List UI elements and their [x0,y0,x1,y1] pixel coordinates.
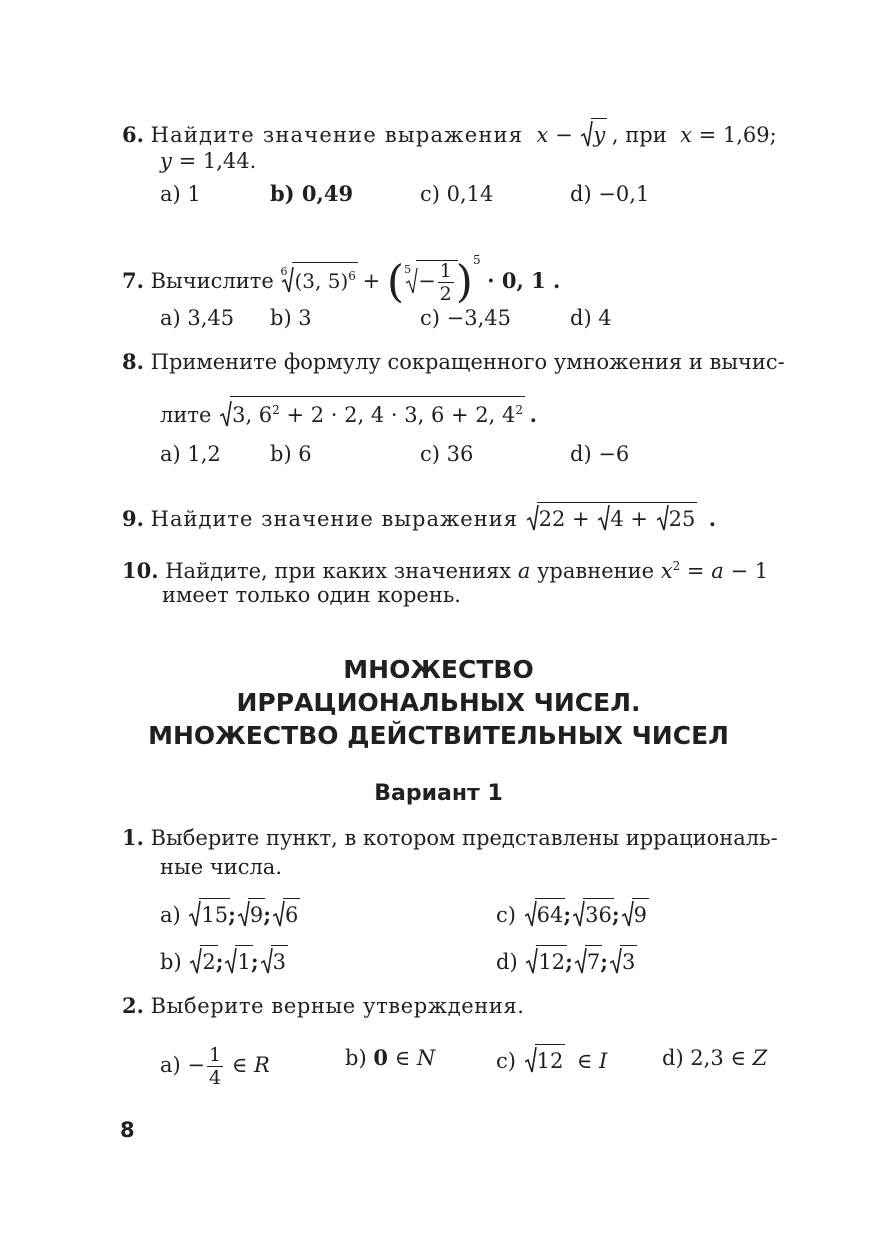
radicand-part: + 2 · 2, 4 · 3, 6 + 2, 4 [286,403,516,427]
dot: . [708,506,717,531]
radicand: 6 [285,903,299,927]
var-x: x [536,123,549,147]
inner-sqrt [598,502,695,533]
radicand: 64 [536,903,564,927]
radicand: 25 [668,507,696,531]
element-of: ∈ [231,1053,248,1077]
option-label: d) 2,3 [662,1046,724,1070]
answer-b: b) 0,49 [270,181,354,206]
exponent: 2 [515,403,523,417]
separator: ; [250,949,259,974]
task-text: уравнение [537,559,655,583]
root-index: 5 [404,263,412,276]
innermost-sqrt [657,502,696,533]
section-title-line-3: МНОЖЕСТВО ДЕЙСТВИТЕЛЬНЫХ ЧИСЕЛ [148,721,729,750]
var-a: a [517,559,531,583]
option-label: b) [345,1046,367,1070]
answer-c: c) −3,45 [420,306,511,330]
exponent: 2 [672,559,681,573]
answer-a: a) 1 [160,182,201,206]
q1-option-a [160,898,298,929]
paren-left: ( [386,256,405,308]
answer-a: a) 3,45 [160,306,235,330]
q1-option-c [496,898,647,929]
task-text: Примените формулу сокращенного умножения и вычис- [150,350,785,374]
task-text: Найдите значение выражения [150,507,518,531]
tail: · 0, 1 . [487,268,561,293]
v1-question-2 [122,992,525,1020]
task-8-line2 [160,396,537,429]
section-title-line-1: МНОЖЕСТВО [343,655,534,684]
radicand: 9 [633,903,648,927]
option-label: a) [160,1053,181,1077]
var-y-eq: y [160,149,172,173]
tail: − 1 [730,559,769,583]
task-text: лите [160,403,212,427]
radicand: (3, 5) [294,269,349,293]
sqrt [573,898,612,929]
minus-sign: − [555,123,573,147]
separator: ; [600,949,608,974]
var-x-eq: x [680,123,692,147]
v1-question-1-line2: ные числа. [160,855,282,879]
option-label: a) [160,903,181,927]
sqrt-y [581,118,605,149]
option-label: d) [496,950,518,974]
exponent: 6 [348,269,356,284]
task-text: Выберите верные утверждения. [150,994,525,1018]
option-label: c) [496,1049,516,1073]
radicand: 3 [272,950,286,974]
answer-d: d) −6 [570,442,630,466]
radicand: 22 + [538,507,590,531]
q2-option-c [496,1044,607,1075]
numerator: 1 [439,260,452,282]
separator: ; [228,902,236,927]
variant-title: Вариант 1 [374,781,503,806]
answer-a: a) 1,2 [160,442,221,466]
option-label: b) [160,950,182,974]
radicand: 15 [201,903,229,927]
sqrt [190,945,215,976]
radicand: 7 [586,950,601,974]
task-number: 9. [122,506,144,531]
set-symbol: N [416,1046,436,1070]
var-y: y [593,123,606,147]
answer-c: c) 36 [420,442,474,466]
q2-option-a [160,1044,270,1089]
page-number: 8 [120,1118,135,1142]
task-number: 6. [122,122,144,147]
radicand: 4 + [610,507,648,531]
answer-d: d) 4 [570,306,612,330]
element-of: ∈ [730,1046,746,1070]
set-symbol: R [254,1053,270,1077]
q2-option-b [345,1044,435,1072]
sqrt [189,898,228,929]
radicand: 36 [585,903,612,927]
task-text: Найдите значение выражения [150,123,524,147]
task-text: Найдите, при каких значениях [165,559,512,583]
q1-option-d [496,945,635,976]
option-label: c) [496,903,516,927]
dot: . [529,402,537,427]
sqrt [525,1044,564,1075]
radicand: 3 [621,950,636,974]
var-a: a [711,559,724,583]
task-number: 1. [122,825,144,850]
separator: ; [215,949,224,974]
separator: ; [263,902,272,927]
task-6 [122,118,777,149]
radicand: 12 [536,1049,564,1073]
nested-sqrt [527,502,696,533]
sqrt-expression [220,396,523,429]
radicand: 9 [249,903,264,927]
exponent: 2 [272,403,280,417]
task-text: Вычислите [150,269,274,293]
separator: ; [563,902,572,927]
task-text: Выберите пункт, в котором представлены иррациональ- [150,826,778,850]
sqrt [273,898,298,929]
q2-option-d [662,1044,767,1072]
task-7 [122,246,561,308]
root6 [282,262,355,295]
element-of: ∈ [576,1049,593,1073]
sqrt [225,945,250,976]
fraction [438,260,454,305]
task-number: 2. [122,993,144,1018]
task-number: 8. [122,349,144,374]
task-number: 10. [122,558,159,583]
plus-sign: + [362,269,381,293]
denominator: 4 [209,1067,222,1089]
sqrt [261,945,286,976]
numerator: 1 [209,1044,222,1066]
root-index: 6 [280,265,288,279]
equals: = [686,559,705,583]
answer-c: c) 0,14 [420,182,494,206]
task-8 [122,348,785,376]
task-number: 7. [122,268,144,293]
task-10-line2: имеет только один корень. [162,583,461,607]
paren-right: ) [455,256,473,308]
answer-b: b) 6 [270,442,312,466]
answer-d: d) −0,1 [570,182,650,206]
fraction [207,1044,223,1089]
sqrt [238,898,263,929]
sqrt [526,945,565,976]
sqrt [525,898,564,929]
task-6-line2 [160,147,256,175]
q1-option-b [160,945,286,976]
denominator: 2 [439,283,452,305]
separator: ; [611,902,620,927]
radicand: 1 [237,950,251,974]
v1-question-1 [122,824,778,852]
radicand: 2 [202,950,216,974]
exponent: 5 [472,253,481,267]
separator: ; [565,949,573,974]
radicand: 12 [538,950,566,974]
set-symbol: I [598,1049,608,1073]
minus-sign: − [418,269,436,293]
element-of: ∈ [394,1046,411,1070]
radicand-part: 3, 6 [232,403,273,427]
task-9 [122,502,716,533]
answer-b: b) 3 [270,306,312,330]
x-value: = 1,69; [698,123,777,147]
task-text-mid: , при [611,123,667,147]
minus-sign: − [187,1053,206,1077]
set-symbol: Z [752,1046,768,1070]
sqrt [622,898,647,929]
sqrt [610,945,635,976]
root5 [406,260,456,305]
sqrt [575,945,600,976]
y-value: = 1,44. [178,149,257,173]
var-x: x [660,559,673,583]
section-title-line-2: ИРРАЦИОНАЛЬНЫХ ЧИСЕЛ. [236,688,641,717]
value: 0 [373,1045,388,1070]
